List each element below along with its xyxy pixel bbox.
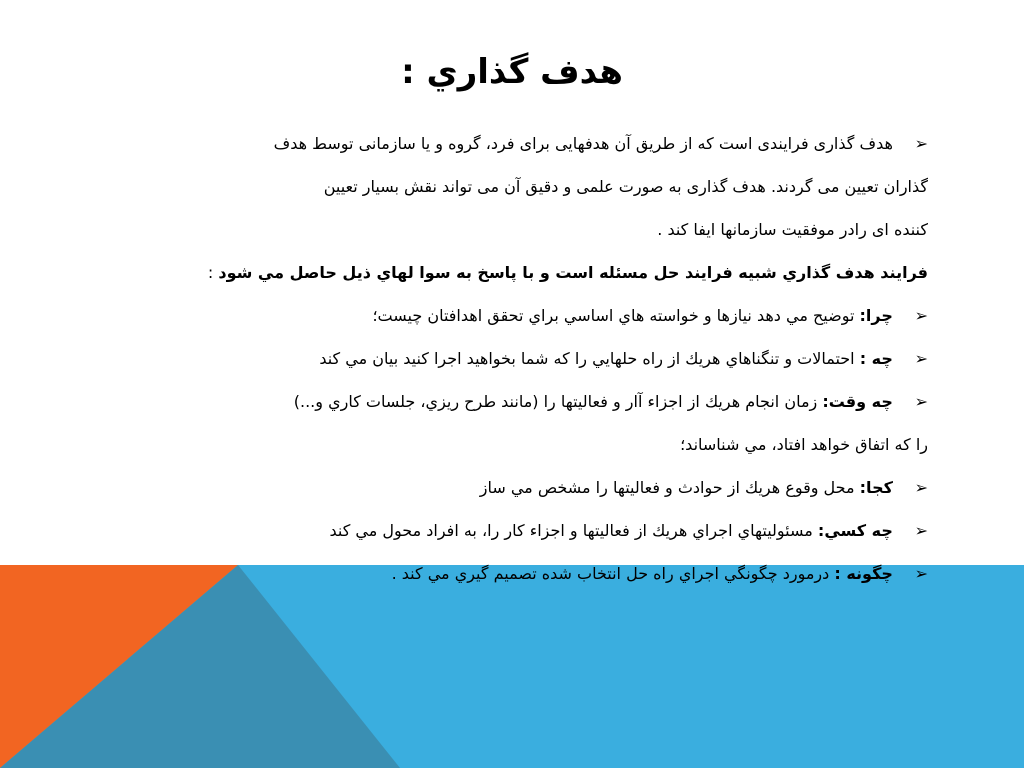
item-label: كجا: [859, 478, 893, 497]
item-label: چه وقت: [822, 392, 893, 411]
bullet-arrow-icon: ➢ [914, 392, 928, 411]
intro-line-2: گذاران تعیین می گردند. هدف گذاری به صورت علمی و دقیق آن می تواند نقش بسیار تعیین [323, 177, 928, 196]
item-text: محل وقوع هريك از حوادث و فعاليتها را مشخص مي ساز [479, 478, 860, 497]
item-label: چرا: [859, 306, 893, 325]
bullet-arrow-icon: ➢ [914, 521, 928, 540]
bullet-arrow-icon: ➢ [914, 564, 928, 583]
list-item-where [108, 466, 928, 509]
item-label: چگونه : [834, 564, 893, 583]
process-heading-bold: فرايند هدف گذاري شبيه فرايند حل مسئله است و با پاسخ به سوا لهاي ذيل حاصل مي شود [218, 263, 928, 282]
item-text: احتمالات و تنگناهاي هريك از راه حلهايي را كه شما بخواهيد اجرا كنيد بيان مي كند [319, 349, 860, 368]
list-item-what [108, 337, 928, 380]
list-item-how [108, 552, 928, 595]
intro-line-3: کننده ای رادر موفقیت سازمانها ایفا کند . [657, 220, 928, 239]
item-text: درمورد چگونگي اجراي راه حل انتخاب شده تصميم گيري مي كند . [391, 564, 835, 583]
list-item-when [108, 380, 928, 423]
item-text: توضيح مي دهد نيازها و خواسته هاي اساسي براي تحقق اهدافتان چيست؛ [372, 306, 860, 325]
bullet-arrow-icon: ➢ [914, 134, 928, 153]
process-heading [108, 251, 928, 294]
bullet-arrow-icon: ➢ [914, 478, 928, 497]
item-label: چه : [859, 349, 893, 368]
list-item-why [108, 294, 928, 337]
item-text: زمان انجام هريك از اجزاء آار و فعاليتها را (مانند طرح ريزي، جلسات كاري و...) [293, 392, 823, 411]
bullet-arrow-icon: ➢ [914, 349, 928, 368]
bullet-arrow-icon: ➢ [914, 306, 928, 325]
list-item-who [108, 509, 928, 552]
slide-title: هدف گذاري : [401, 52, 623, 92]
slide-body [108, 122, 928, 595]
intro-line-1 [108, 122, 928, 165]
intro-text-1: هدف گذاری فرایندی است که از طریق آن هدفهایی برای فرد، گروه و یا سازمانی توسط هدف [273, 134, 893, 153]
item-label: چه كسي: [817, 521, 893, 540]
process-heading-colon: : [207, 263, 219, 282]
list-item-when-continuation: را كه اتفاق خواهد افتاد، مي شناساند؛ [680, 435, 928, 454]
item-text: مسئوليتهاي اجراي هريك از فعاليتها و اجزاء كار را، به افراد محول مي كند [329, 521, 818, 540]
